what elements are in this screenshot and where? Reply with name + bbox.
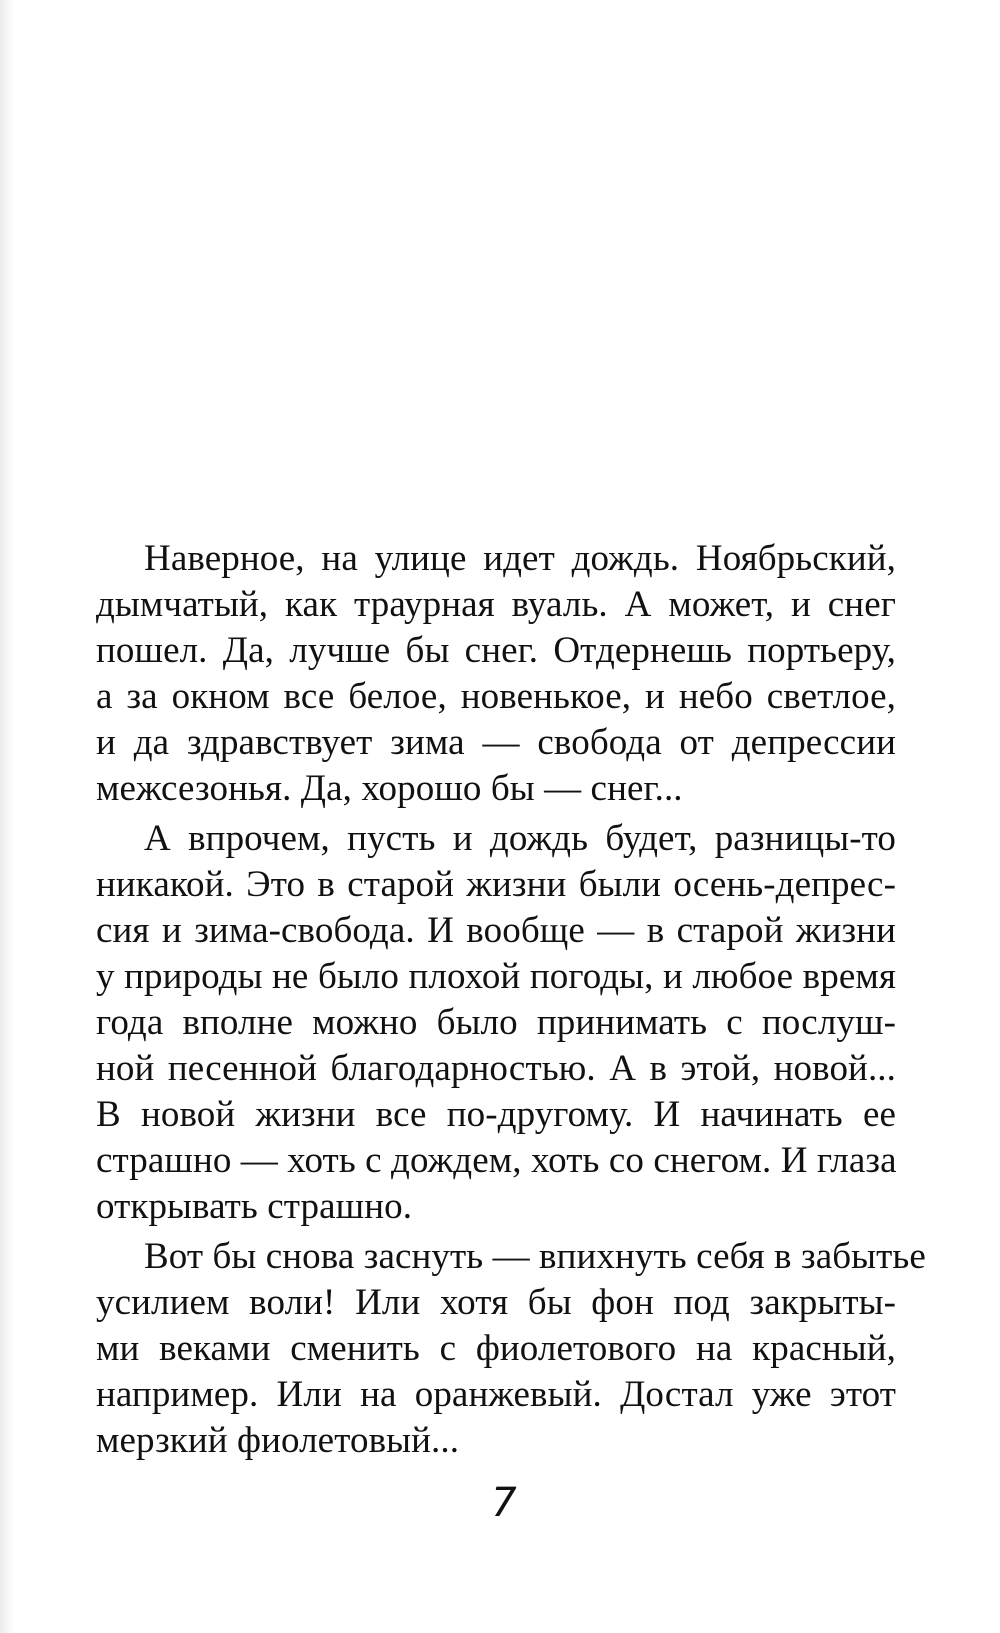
paragraph-3-line-1: Вот бы снова заснуть — впихнуть себя в забытье [144,1236,926,1277]
paragraph-3-line-4: например. Или на оранжевый. Достал уже этот [96,1374,896,1415]
paragraph-2-line-4: у природы не было плохой погоды, и любое время [96,956,896,997]
paragraph-2-line-8: страшно — хоть с дождем, хоть со снегом. И глаза [96,1140,897,1181]
body-text [96,536,926,1464]
paragraph-2-line-7: В новой жизни все по-другому. И начинать ее [96,1094,896,1135]
paragraph-3-line-2: усилием воли! Или хотя бы фон под закрыты- [96,1282,896,1323]
paragraph-1-line-4: а за окном все белое, новенькое, и небо светлое, [96,676,896,717]
paragraph-2-line-1: А впрочем, пусть и дождь будет, разницы-то [144,818,896,859]
paragraph-2-line-5: года вполне можно было принимать с послуш- [96,1002,896,1043]
paragraph-1-line-6: межсезонья. Да, хорошо бы — снег... [96,768,683,809]
paragraph-2-line-9: открывать страшно. [96,1186,413,1227]
paragraph-1-line-5: и да здравствует зима — свобода от депрессии [96,722,896,763]
paragraph-2-line-3: сия и зима-свобода. И вообще — в старой жизни [96,910,896,951]
paragraph-1-line-3: пошел. Да, лучше бы снег. Отдернешь портьеру, [96,630,896,671]
paragraph-2-line-2: никакой. Это в старой жизни были осень-депрес- [96,864,896,905]
paragraph-1-line-2: дымчатый, как траурная вуаль. А может, и снег [96,584,896,625]
page-edge-shadow [0,0,14,1633]
paragraph-2-line-6: ной песенной благодарностью. А в этой, новой... [96,1048,896,1089]
paragraph-3-line-5: мерзкий фиолетовый... [96,1420,460,1461]
paragraph-3-line-3: ми веками сменить с фиолетового на красный, [96,1328,896,1369]
paragraph-1-line-1: Наверное, на улице идет дождь. Ноябрьский, [144,538,896,579]
page-number: 7 [491,1480,517,1526]
